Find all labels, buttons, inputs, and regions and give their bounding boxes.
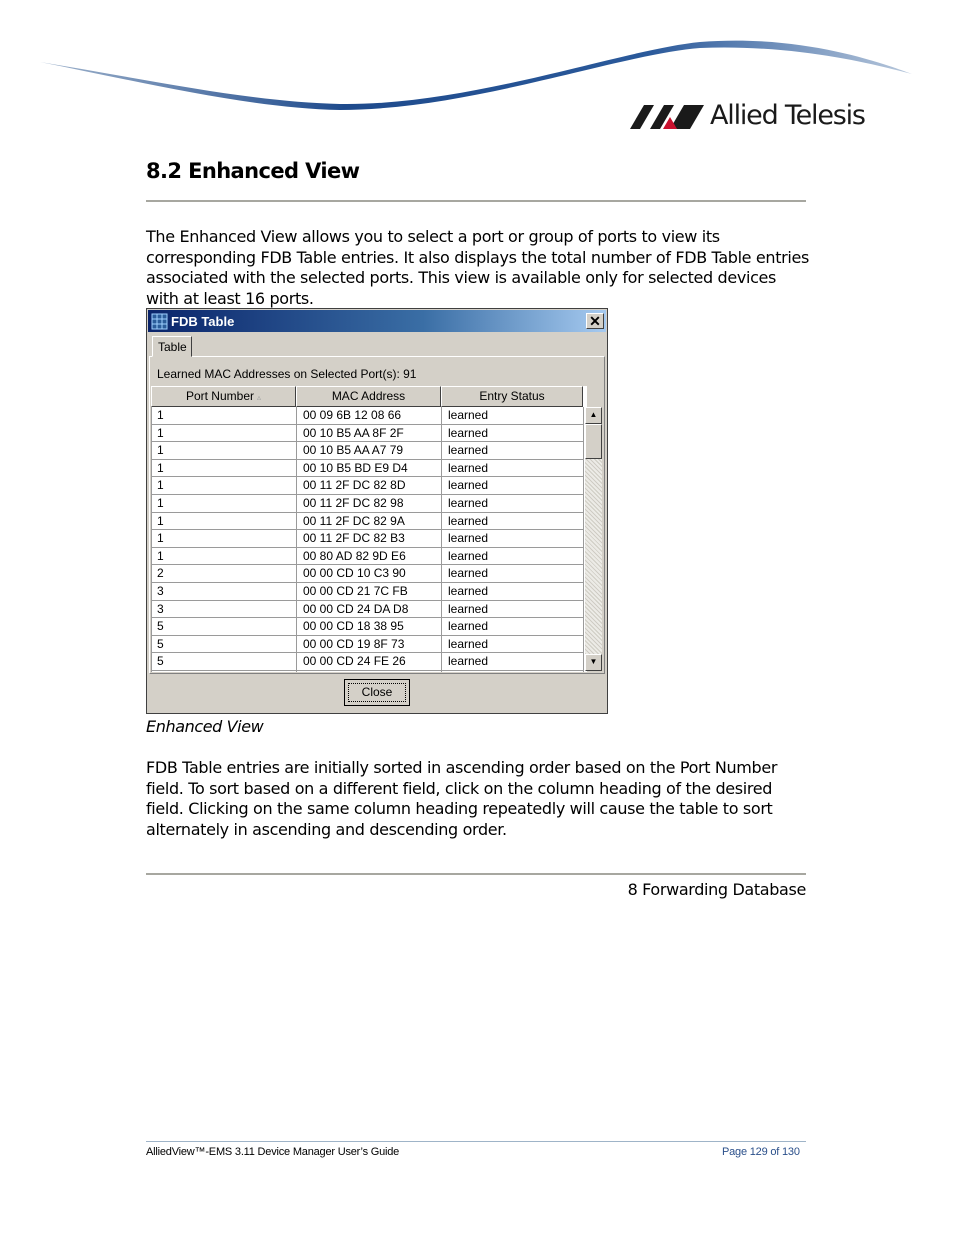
port-cell: 5 <box>157 636 164 651</box>
mac-cell: 00 10 B5 AA 8F 2F <box>303 425 404 440</box>
chapter-label: 8 Forwarding Database <box>627 880 806 899</box>
status-cell: learned <box>448 531 489 546</box>
fdb-grid <box>151 386 587 672</box>
table-row[interactable] <box>151 618 584 636</box>
table-row[interactable] <box>151 460 584 478</box>
column-header-entry-status[interactable]: Entry Status <box>441 386 583 407</box>
figure-caption: Enhanced View <box>146 717 264 736</box>
status-cell: learned <box>448 408 489 422</box>
table-row[interactable] <box>151 601 584 619</box>
learned-mac-count: Learned MAC Addresses on Selected Port(s): 91 <box>157 367 417 381</box>
dialog-title: FDB Table <box>171 314 235 329</box>
mac-cell: 00 09 6B 12 08 66 <box>303 408 402 422</box>
intro-paragraph: The Enhanced View allows you to select a port or group of ports to view its corresponding FDB Table entries. It also displays the total number of FDB Table entries associated with the selected ports. This view is available only for selected devices with at least 16 ports. <box>146 227 809 308</box>
footer-guide-title: AlliedView™-EMS 3.11 Device Manager User’s Guide <box>146 1146 400 1158</box>
port-cell: 1 <box>157 478 164 493</box>
port-cell: 1 <box>157 425 164 440</box>
port-cell: 3 <box>157 584 164 598</box>
port-cell: 1 <box>157 531 164 546</box>
port-cell: 3 <box>157 601 164 616</box>
status-cell: learned <box>448 654 489 669</box>
mac-cell: 00 80 AD 82 9D E6 <box>303 548 406 563</box>
mac-cell: 00 10 B5 BD E9 D4 <box>303 460 408 475</box>
status-cell: learned <box>448 619 489 634</box>
port-cell: 1 <box>157 460 164 475</box>
status-cell: learned <box>448 548 489 563</box>
grid-line <box>441 407 442 672</box>
status-cell: learned <box>448 636 489 651</box>
status-cell: learned <box>448 584 489 598</box>
table-row[interactable] <box>151 636 584 654</box>
table-row[interactable] <box>151 477 584 495</box>
status-cell: learned <box>448 566 489 581</box>
port-cell: 2 <box>157 566 164 581</box>
scroll-up-icon[interactable]: ▲ <box>585 407 602 424</box>
scroll-thumb[interactable] <box>585 424 602 459</box>
column-header-label: Port Number <box>185 389 254 403</box>
body-paragraph: FDB Table entries are initially sorted in ascending order based on the Port Number field. To sort based on a different field, click on the column heading of the desired field. Clicking on the same column heading repeatedly will cause the table to sort alternately in ascending and descending order. <box>146 758 778 839</box>
mac-cell: 00 00 CD 19 8F 73 <box>303 636 405 651</box>
mac-cell: 00 00 CD 21 7C FB <box>303 584 408 598</box>
tab-table[interactable]: Table <box>152 336 192 357</box>
table-row[interactable] <box>151 425 584 443</box>
port-cell: 5 <box>157 619 164 634</box>
port-cell: 5 <box>157 654 164 669</box>
status-cell: learned <box>448 513 489 528</box>
close-button-label: Close <box>348 683 406 702</box>
footer-page-number: Page 129 of 130 <box>722 1146 800 1158</box>
scroll-down-icon[interactable]: ▼ <box>585 654 602 671</box>
mac-cell: 00 00 CD 24 FE 26 <box>303 654 406 669</box>
table-row[interactable] <box>151 407 584 425</box>
table-row[interactable] <box>151 530 584 548</box>
vertical-scrollbar[interactable] <box>585 407 602 671</box>
port-cell: 1 <box>157 548 164 563</box>
mac-cell: 00 00 CD 24 DA D8 <box>303 601 409 616</box>
mac-cell: 00 00 CD 18 38 95 <box>303 619 404 634</box>
status-cell: learned <box>448 478 489 493</box>
table-row[interactable] <box>151 548 584 566</box>
table-row[interactable] <box>151 513 584 531</box>
mac-cell: 00 11 2F DC 82 9A <box>303 513 405 528</box>
table-row[interactable] <box>151 495 584 513</box>
status-cell: learned <box>448 496 489 510</box>
column-header-port-number[interactable] <box>151 386 296 407</box>
mac-cell: 00 10 B5 AA A7 79 <box>303 443 404 458</box>
mac-cell: 00 11 2F DC 82 98 <box>303 496 404 510</box>
status-cell: learned <box>448 460 489 475</box>
allied-telesis-logo <box>630 100 870 136</box>
section-title: 8.2 Enhanced View <box>146 159 360 183</box>
port-cell: 1 <box>157 513 164 528</box>
footer-divider <box>146 1141 806 1142</box>
table-row[interactable] <box>151 442 584 460</box>
fdb-table-dialog <box>146 308 608 714</box>
mac-cell: 00 00 CD 10 C3 90 <box>303 566 406 581</box>
grid-line <box>296 407 297 672</box>
grid-table-icon <box>151 313 168 330</box>
mac-cell: 00 11 2F DC 82 8D <box>303 478 406 493</box>
table-row[interactable] <box>151 653 584 671</box>
logo-wordmark: Allied Telesis <box>710 100 865 131</box>
port-cell: 1 <box>157 496 164 510</box>
port-cell: 1 <box>157 443 164 458</box>
section-divider <box>146 873 806 875</box>
status-cell: learned <box>448 443 489 458</box>
port-cell: 1 <box>157 408 164 422</box>
title-divider <box>146 200 806 202</box>
mac-cell: 00 11 2F DC 82 B3 <box>303 531 405 546</box>
status-cell: learned <box>448 601 489 616</box>
grid-line <box>151 407 152 672</box>
sort-ascending-icon: ▵ <box>257 393 262 402</box>
close-icon[interactable]: ✕ <box>586 313 604 329</box>
close-button[interactable] <box>344 679 410 706</box>
column-header-mac-address[interactable]: MAC Address <box>296 386 441 407</box>
status-cell: learned <box>448 425 489 440</box>
dialog-titlebar[interactable] <box>148 310 606 332</box>
allied-telesis-logo-mark-icon <box>630 105 704 129</box>
grid-line <box>583 407 584 672</box>
table-row[interactable] <box>151 583 584 601</box>
table-row[interactable] <box>151 565 584 583</box>
